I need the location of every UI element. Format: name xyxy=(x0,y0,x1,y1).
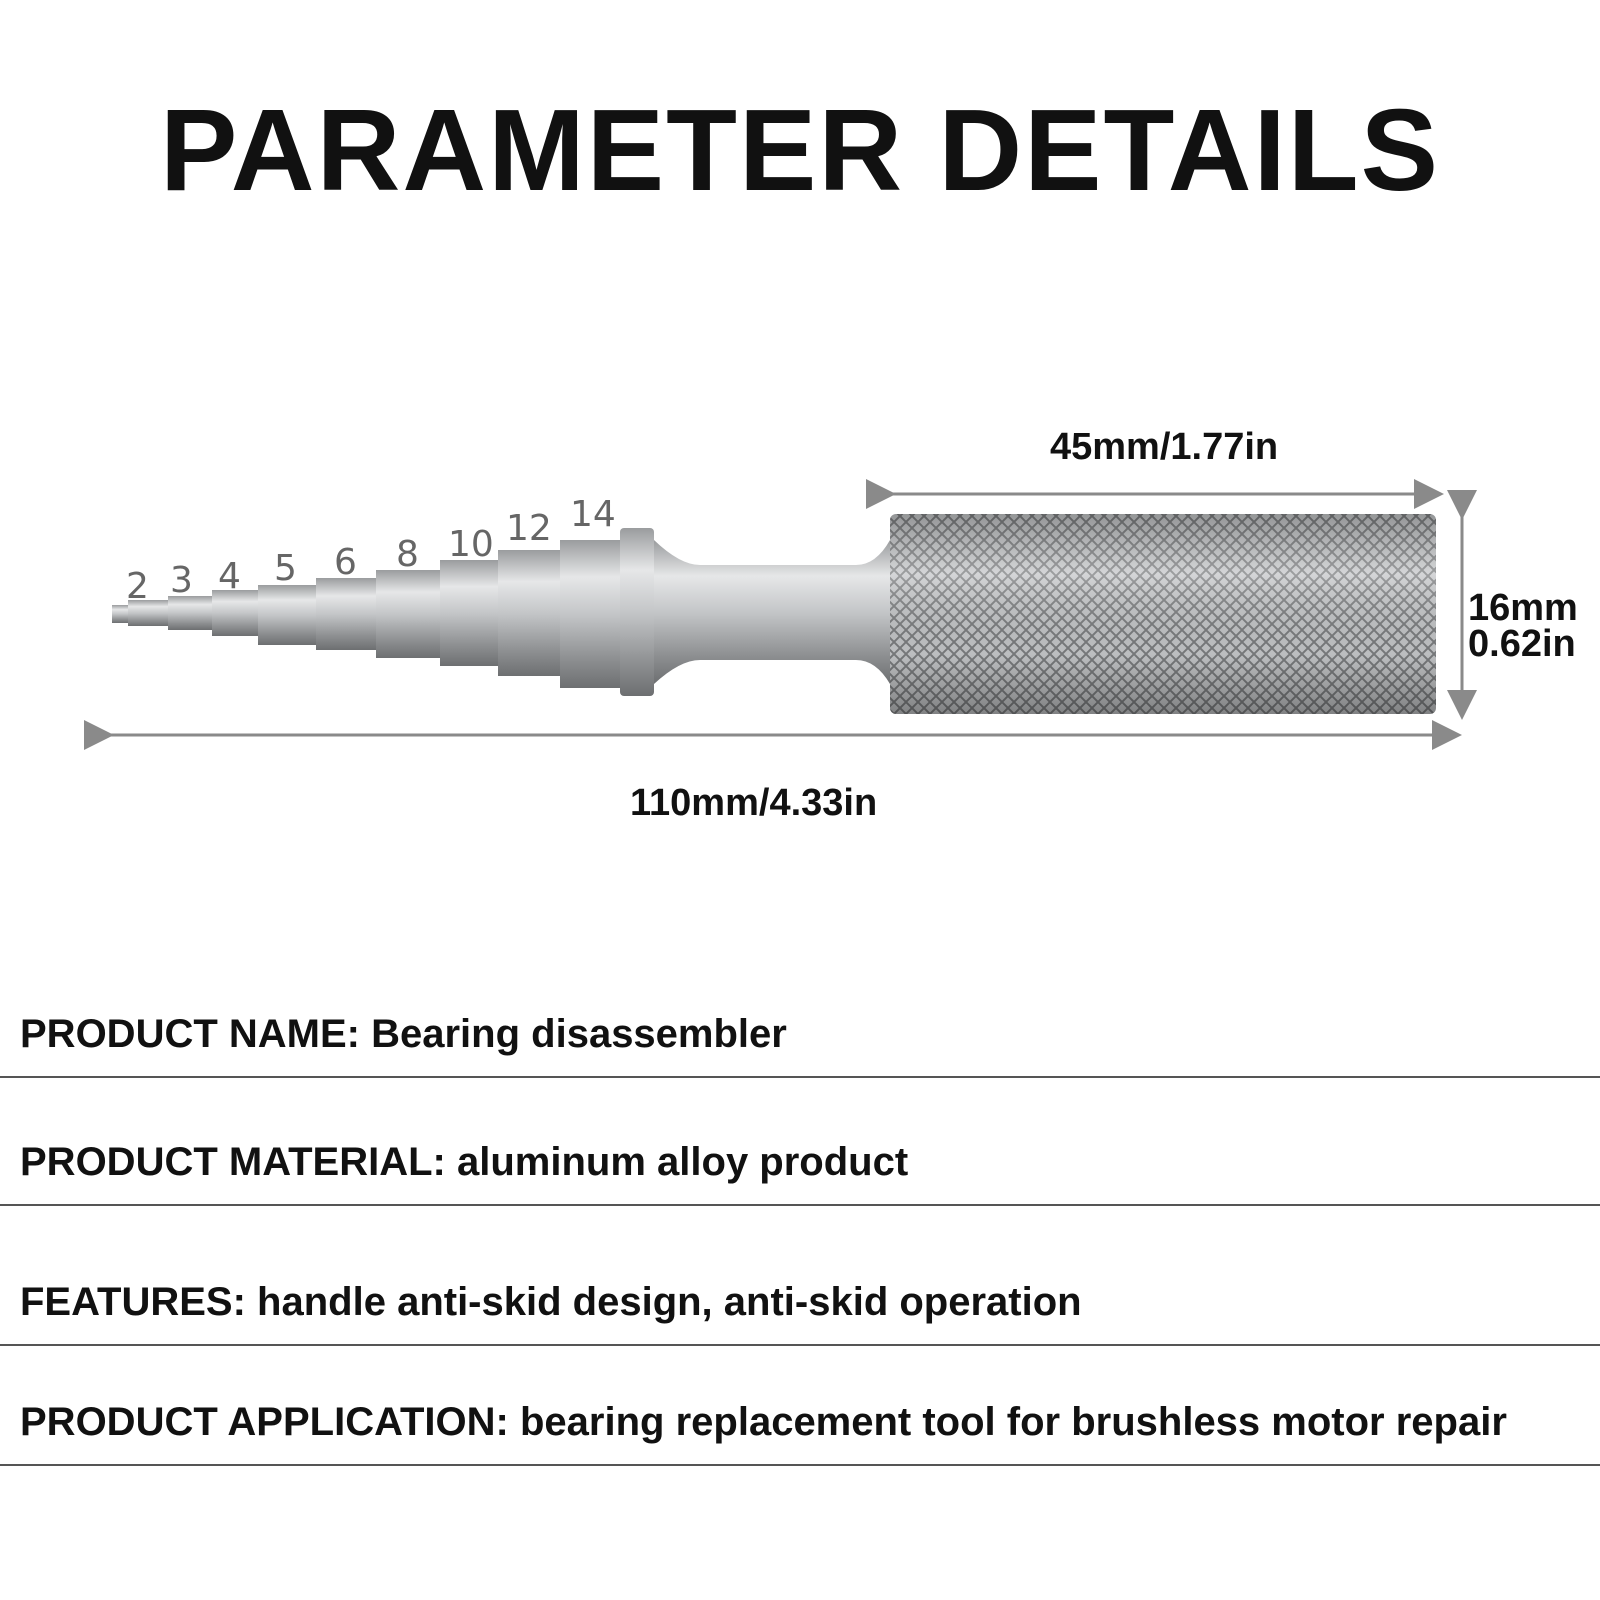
spec-value: Bearing disassembler xyxy=(371,1012,787,1056)
spec-row-features xyxy=(0,1258,1600,1346)
step-label-2: 2 xyxy=(126,566,149,607)
spec-row-material xyxy=(0,1118,1600,1206)
tool-neck xyxy=(654,540,890,684)
spec-label: FEATURES: xyxy=(20,1280,246,1324)
diameter-in: 0.62in xyxy=(1468,623,1576,665)
handle-length-label: 45mm/1.77in xyxy=(1050,426,1279,468)
step-label-10: 10 xyxy=(448,524,494,565)
page-title: PARAMETER DETAILS xyxy=(160,85,1440,215)
step-10 xyxy=(376,570,440,658)
step-14-body xyxy=(560,540,620,688)
step-4 xyxy=(168,596,212,630)
step-6 xyxy=(258,585,316,645)
step-label-14: 14 xyxy=(570,494,616,535)
step-8 xyxy=(316,578,376,650)
step-label-4: 4 xyxy=(218,556,241,597)
knurled-handle xyxy=(890,514,1436,714)
step-label-6: 6 xyxy=(334,542,357,583)
spec-label: PRODUCT APPLICATION: xyxy=(20,1400,509,1444)
diameter-mm: 16mm xyxy=(1468,587,1578,629)
total-length-label: 110mm/4.33in xyxy=(630,782,878,824)
spec-row-application xyxy=(0,1378,1600,1466)
diameter-label xyxy=(1468,587,1578,665)
step-label-12: 12 xyxy=(506,508,552,549)
step-label-5: 5 xyxy=(274,548,297,589)
stepped-head xyxy=(112,528,654,696)
spec-value: aluminum alloy product xyxy=(457,1140,909,1184)
step-12 xyxy=(440,560,498,666)
step-label-3: 3 xyxy=(170,560,193,601)
step-14 xyxy=(498,550,560,676)
spec-row-name xyxy=(0,990,1600,1078)
spec-label: PRODUCT NAME: xyxy=(20,1012,360,1056)
spec-label: PRODUCT MATERIAL: xyxy=(20,1140,446,1184)
step-2 xyxy=(112,605,128,623)
collar xyxy=(620,528,654,696)
spec-value: bearing replacement tool for brushless motor repair xyxy=(520,1400,1507,1444)
step-label-8: 8 xyxy=(396,534,419,575)
spec-value: handle anti-skid design, anti-skid operation xyxy=(257,1280,1082,1324)
